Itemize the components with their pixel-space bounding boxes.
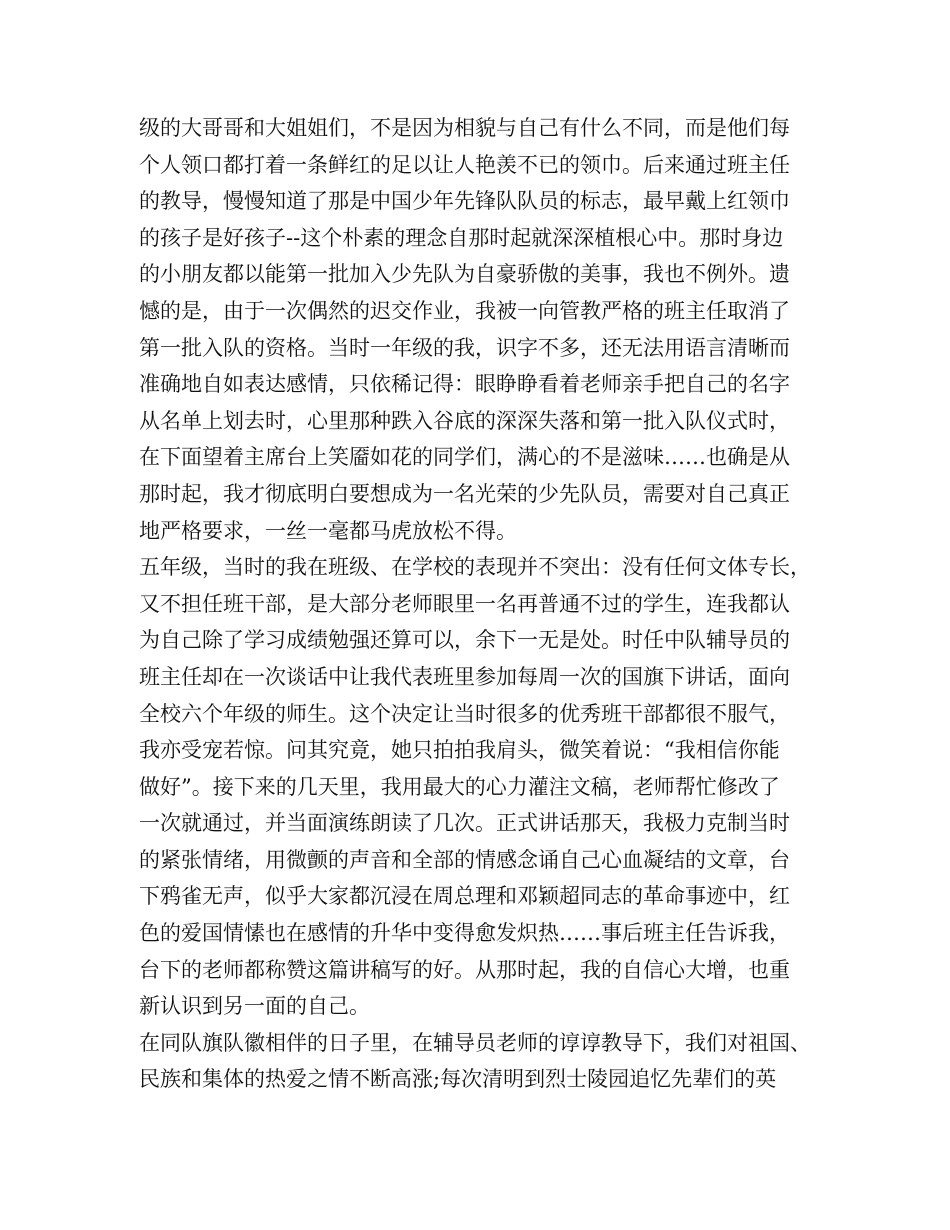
text-line: 准确地自如表达感情，只依稀记得：眼睁睁看着老师亲手把自己的名字 — [139, 372, 790, 397]
text-line: 的孩子是好孩子--这个朴素的理念自那时起就深深植根心中。那时身边 — [139, 225, 784, 250]
text-line: 色的爱国情愫也在感情的升华中变得愈发炽热……事后班主任告诉我， — [139, 921, 790, 946]
text-line: 又不担任班干部，是大部分老师眼里一名再普通不过的学生，连我都认 — [139, 591, 790, 616]
text-line: 的紧张情绪，用微颤的声音和全部的情感念诵自己心血凝结的文章，台 — [139, 847, 790, 872]
text-line: 在下面望着主席台上笑靥如花的同学们，满心的不是滋味……也确是从 — [139, 445, 790, 470]
text-line: 做好”。接下来的几天里，我用最大的心力灌注文稿，老师帮忙修改了 — [139, 774, 780, 799]
text-line: 我亦受宠若惊。问其究竟，她只拍拍我肩头，微笑着说：“我相信你能 — [139, 738, 780, 763]
text-line: 下鸦雀无声，似乎大家都沉浸在周总理和邓颖超同志的革命事迹中，红 — [139, 884, 790, 909]
text-line: 第一批入队的资格。当时一年级的我，识字不多，还无法用语言清晰而 — [139, 335, 790, 360]
text-line: 的教导，慢慢知道了那是中国少年先锋队队员的标志，最早戴上红领巾 — [139, 189, 790, 214]
text-line: 班主任却在一次谈话中让我代表班里参加每周一次的国旗下讲话，面向 — [139, 664, 790, 689]
text-line: 五年级，当时的我在班级、在学校的表现并不突出：没有任何文体专长， — [139, 555, 811, 580]
text-line: 地严格要求，一丝一毫都马虎放松不得。 — [139, 518, 517, 543]
text-line: 的小朋友都以能第一批加入少先队为自豪骄傲的美事，我也不例外。遗 — [139, 262, 790, 287]
text-line: 民族和集体的热爱之情不断高涨;每次清明到烈士陵园追忆先辈们的英 — [139, 1067, 777, 1092]
text-line: 台下的老师都称赞这篇讲稿写的好。从那时起，我的自信心大增，也重 — [139, 957, 790, 982]
text-line: 级的大哥哥和大姐姐们，不是因为相貌与自己有什么不同，而是他们每 — [139, 116, 790, 140]
text-line: 新认识到另一面的自己。 — [139, 994, 370, 1019]
text-line: 从名单上划去时，心里那种跌入谷底的深深失落和第一批入队仪式时， — [139, 408, 790, 433]
text-line: 为自己除了学习成绩勉强还算可以，余下一无是处。时任中队辅导员的 — [139, 628, 790, 653]
text-line: 在同队旗队徽相伴的日子里，在辅导员老师的谆谆教导下，我们对祖国、 — [139, 1030, 811, 1055]
text-line: 那时起，我才彻底明白要想成为一名光荣的少先队员，需要对自己真正 — [139, 481, 790, 506]
text-line: 个人领口都打着一条鲜红的足以让人艳羡不已的领巾。后来通过班主任 — [139, 152, 790, 177]
body-text — [139, 110, 839, 1098]
text-line: 憾的是，由于一次偶然的迟交作业，我被一向管教严格的班主任取消了 — [139, 298, 790, 323]
text-line: 一次就通过，并当面演练朗读了几次。正式讲话那天，我极力克制当时 — [139, 811, 790, 836]
text-line: 全校六个年级的师生。这个决定让当时很多的优秀班干部都很不服气， — [139, 701, 790, 726]
